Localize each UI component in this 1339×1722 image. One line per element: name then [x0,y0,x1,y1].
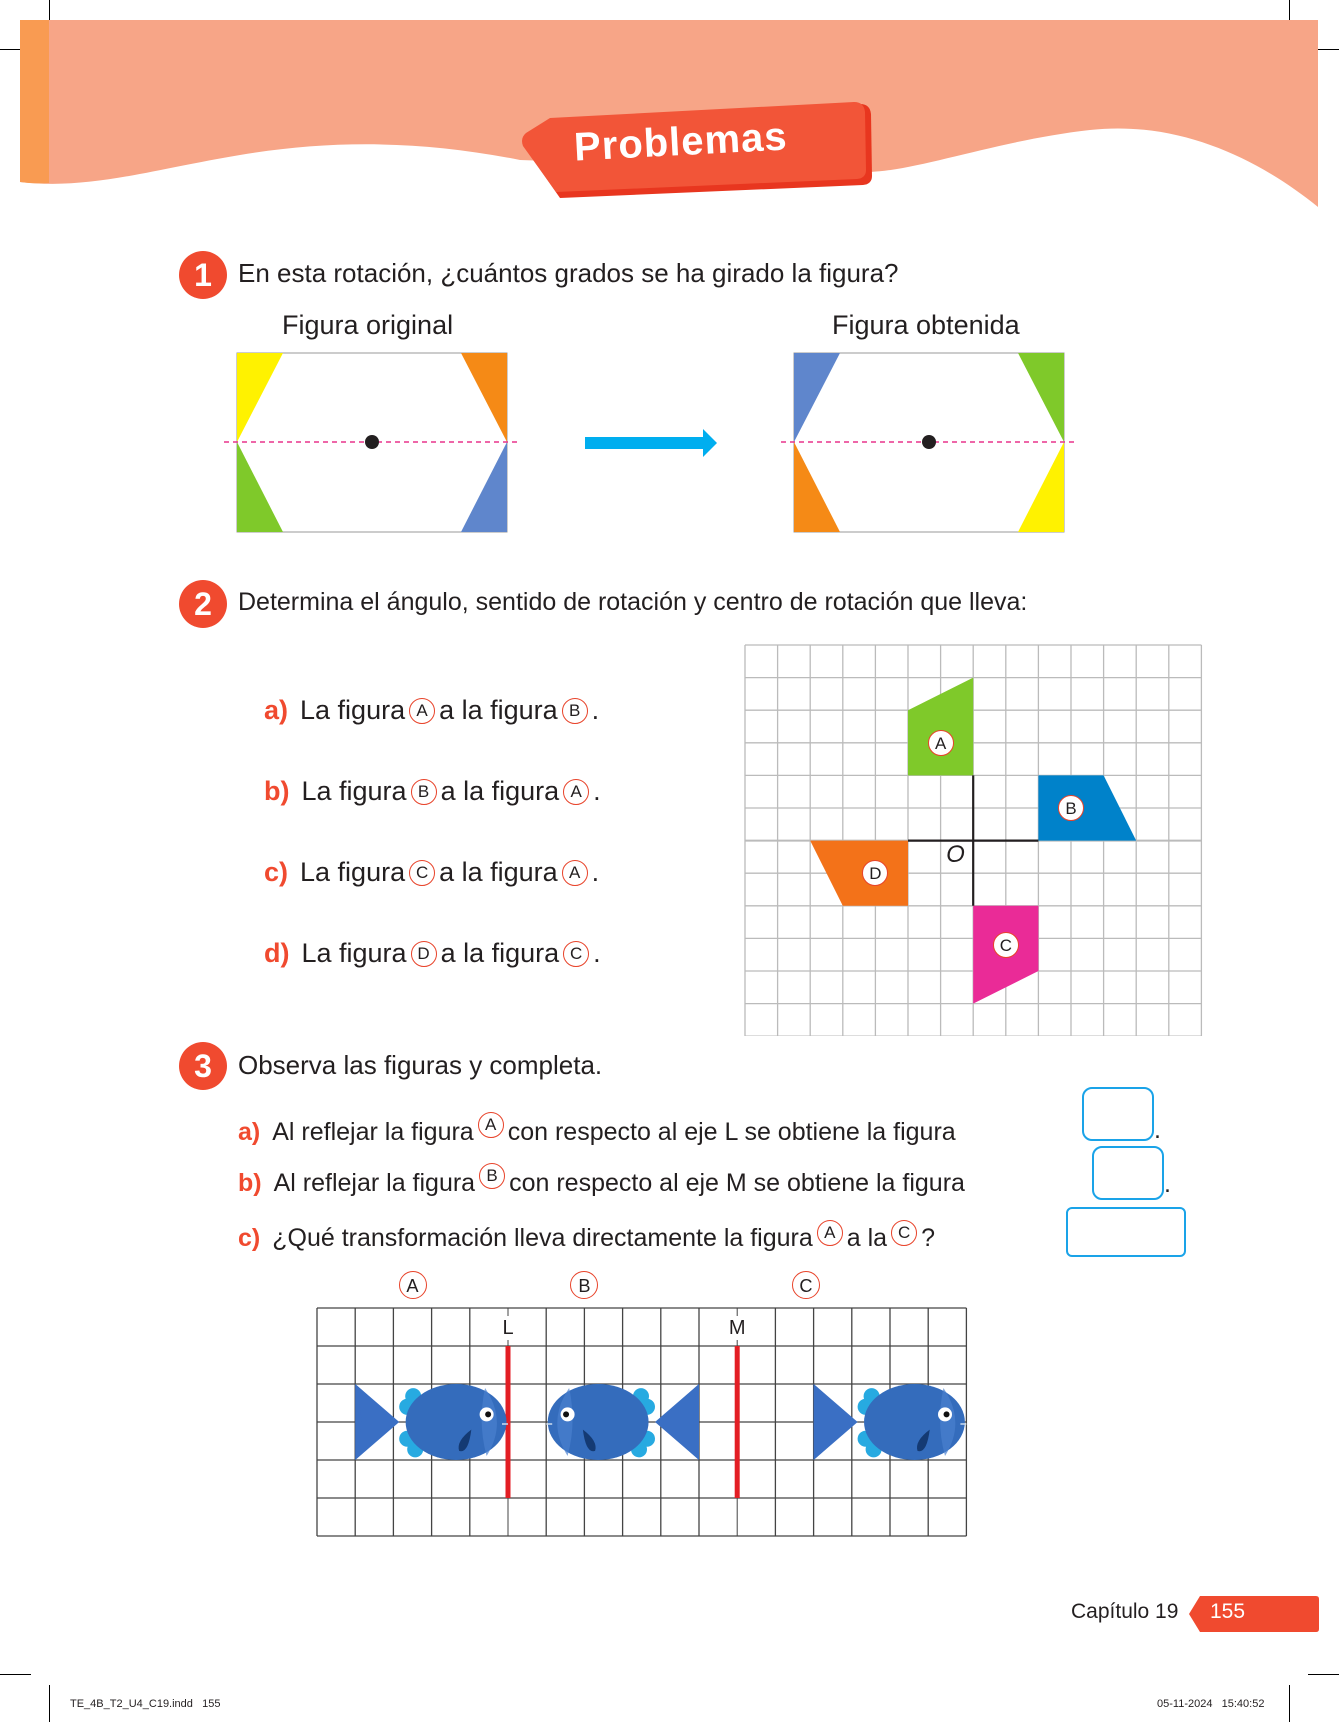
item-text: Al reflejar la figura [272,1118,474,1146]
figure-badge: C [891,1220,917,1246]
fish-grid [316,1307,968,1538]
rotation-item-a [264,695,599,726]
original-figure [222,352,522,534]
figure-badge: C [409,860,435,886]
fish-tail [814,1384,854,1460]
item-end: ? [921,1224,935,1252]
figure-badge: C [993,932,1019,958]
item-label: c) [238,1224,261,1252]
item-end: . [591,857,600,887]
problem-number: 2 [179,580,227,628]
item-end: . [1154,1116,1161,1144]
figure-badge: B [411,779,437,805]
item-text: ¿Qué transformación lleva directamente la figura [272,1224,813,1252]
item-text: La figura [300,695,406,725]
page-number: 155 [1210,1600,1246,1623]
item-label: a) [238,1118,261,1146]
fish-tail [659,1384,699,1460]
figure-label: Figura original [282,310,454,340]
fish-pupil [944,1411,950,1417]
fish-a [355,1384,508,1460]
item-text: a la figura [439,695,558,725]
item-label: a) [264,695,289,725]
item-text: con respecto al eje M se obtiene la figura [509,1169,965,1197]
reflection-item-a [238,1112,956,1147]
slug-file: TE_4B_T2_U4_C19.indd 155 [70,1698,221,1710]
answer-box-b[interactable] [1092,1146,1164,1200]
rotation-item-c [264,857,599,888]
problem-number: 3 [179,1042,227,1090]
item-text: La figura [300,857,406,887]
fish-tail [355,1384,395,1460]
item-text: La figura [301,938,407,968]
axis-label: L [502,1317,514,1339]
item-label: b) [264,776,290,806]
axis-label: M [728,1317,746,1339]
figure-badge: A [928,730,954,756]
item-label: c) [264,857,289,887]
figure-badge: B [562,698,588,724]
arrow-icon [585,428,720,458]
figure-badge: C [792,1271,820,1299]
answer-box-a[interactable] [1082,1087,1154,1141]
rotation-item-d [264,938,601,969]
figure-badge: A [563,779,589,805]
figure-badge: A [409,698,435,724]
page-title: Problemas [572,114,789,170]
crop-mark [1308,1674,1339,1675]
item-text: Al reflejar la figura [273,1169,476,1197]
item-end: . [591,695,600,725]
item-end: . [1164,1170,1171,1198]
transformation-item-c [238,1220,935,1253]
item-text: con respecto al eje L se obtiene la figura [507,1118,956,1146]
item-end: . [593,938,601,968]
chapter-label: Capítulo 19 [1071,1600,1179,1623]
item-text: a la figura [440,776,560,806]
figure-badge: B [479,1163,505,1189]
figure-badge: D [862,860,888,886]
figure-badge: B [1058,795,1084,821]
problem-question: Observa las figuras y completa. [238,1050,603,1080]
item-label: b) [238,1169,262,1197]
problem-question: Determina el ángulo, sentido de rotación y centro de rotación que lleva: [238,588,1028,616]
fish-c [814,1384,967,1460]
item-end: . [593,776,601,806]
item-text: La figura [301,776,407,806]
crop-mark [49,1685,50,1722]
item-text: a la figura [440,938,560,968]
page-tab [1188,1596,1320,1632]
answer-box-c[interactable] [1066,1207,1186,1257]
result-figure [779,352,1079,534]
figure-badge: D [411,941,437,967]
problem-number: 1 [179,251,227,299]
fish-pupil [563,1411,569,1417]
figure-label: Figura obtenida [832,310,1020,340]
figure-badge: A [399,1271,427,1299]
crop-mark [1289,1685,1290,1722]
crop-mark [0,1674,31,1675]
figure-badge: B [570,1271,598,1299]
figure-badge: A [478,1112,504,1138]
slug-date: 05-11-2024 15:40:52 [1157,1698,1265,1710]
fish-b [546,1384,699,1460]
reflection-item-b [238,1163,965,1198]
center-label: O [946,841,965,869]
mirror-axis-m [735,1346,740,1498]
item-text: a la figura [439,857,558,887]
problem-question: En esta rotación, ¿cuántos grados se ha girado la figura? [238,258,899,288]
fish-pupil [485,1411,491,1417]
figure-badge: C [563,941,589,967]
rotation-item-b [264,776,601,807]
item-text: a la [846,1224,888,1252]
figure-badge: A [562,860,588,886]
figure-badge: A [817,1220,843,1246]
item-label: d) [264,938,290,968]
rotation-grid-labels [744,644,1204,1036]
